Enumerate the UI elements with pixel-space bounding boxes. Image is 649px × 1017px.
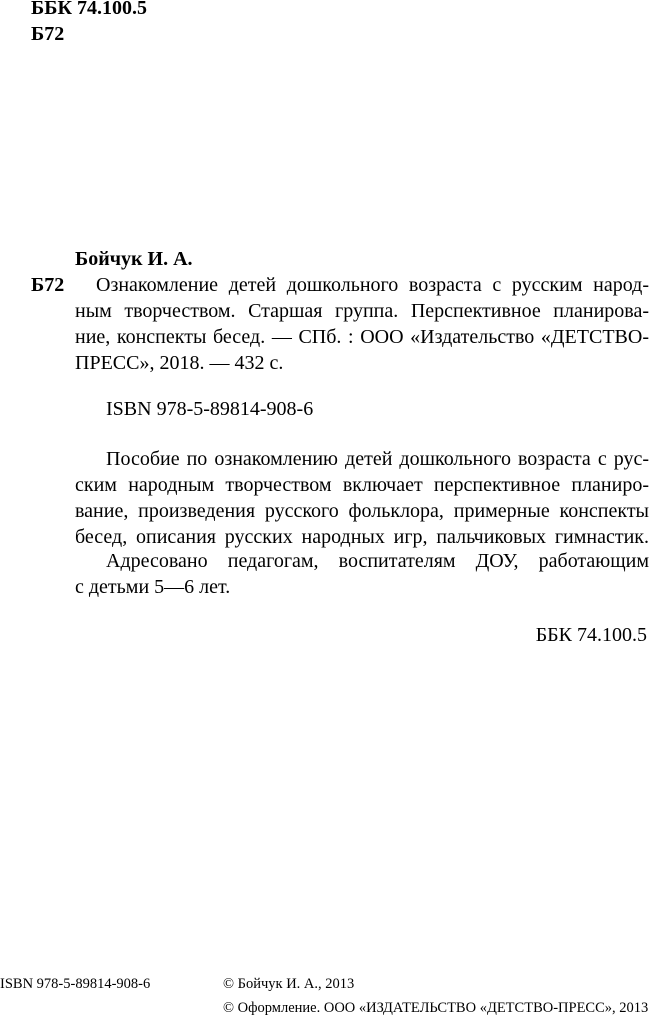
description-line: ПРЕСС», 2018. — 432 с. xyxy=(75,352,284,374)
description-line: ние, конспекты бесед. — СПб. : ООО «Издательство «ДЕТСТВО- xyxy=(75,326,649,348)
annotation-line: Пособие по ознакомлению детей дошкольного возраста с рус- xyxy=(106,448,649,470)
annotation-line: ским народным творчеством включает перспективное планиро- xyxy=(75,474,649,496)
author-name: Бойчук И. А. xyxy=(75,248,193,270)
isbn: ISBN 978-5-89814-908-6 xyxy=(106,398,314,420)
annotation-line: вание, произведения русского фольклора, примерные конспекты xyxy=(75,500,649,522)
annotation-line: бесед, описания русских народных игр, пальчиковых гимнастик. xyxy=(75,526,649,548)
copyright-design: © Оформление. ООО «ИЗДАТЕЛЬСТВО «ДЕТСТВО-ПРЕСС», 2013 xyxy=(223,1000,649,1016)
copyright-author: © Бойчук И. А., 2013 xyxy=(223,976,355,992)
bbk-right: ББК 74.100.5 xyxy=(535,624,647,646)
catalog-code: Б72 xyxy=(31,274,65,296)
description-line: Ознакомление детей дошкольного возраста с русским народ- xyxy=(96,274,649,296)
audience-line: с детьми 5—6 лет. xyxy=(75,576,231,598)
audience-line: Адресовано педагогам, воспитателям ДОУ, работающим xyxy=(106,550,649,572)
description-line: ным творчеством. Старшая группа. Перспективное планирова- xyxy=(75,300,649,322)
header-bbk: ББК 74.100.5 xyxy=(31,0,147,19)
header-code: Б72 xyxy=(31,23,65,45)
footer-isbn: ISBN 978-5-89814-908-6 xyxy=(0,976,151,992)
